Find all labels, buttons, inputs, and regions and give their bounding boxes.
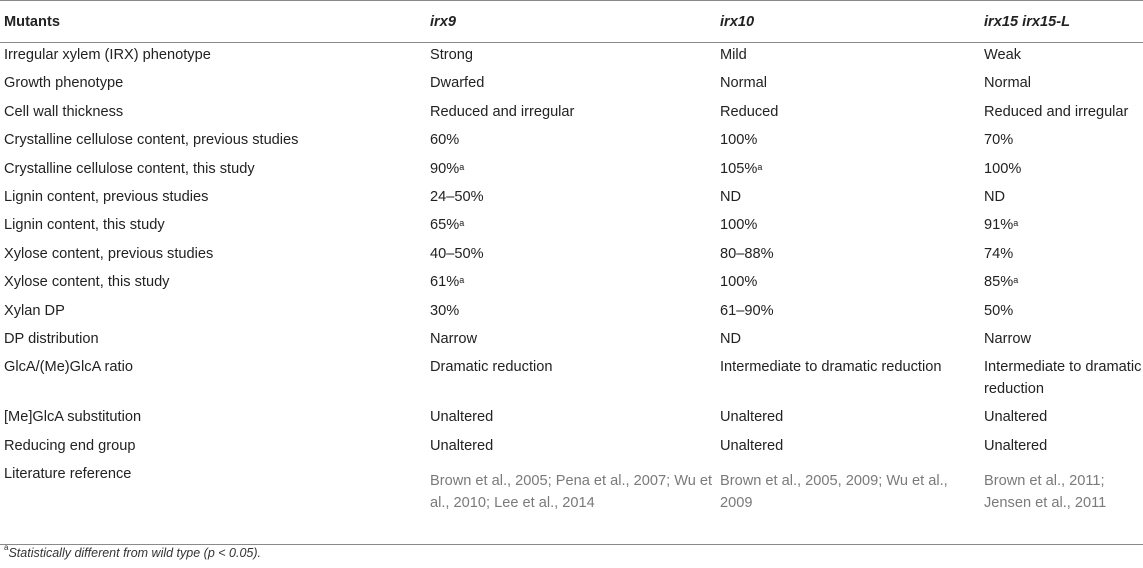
cell-irx9 [426, 405, 716, 433]
table-body [0, 43, 1143, 545]
cell-irx10-text: ND [720, 188, 742, 205]
table-row [0, 185, 1143, 213]
cell-irx10-text: 100% [720, 274, 758, 291]
row-label-text: Xylan DP [4, 302, 65, 319]
cell-irx10 [716, 100, 980, 128]
cell-irx10 [716, 327, 980, 355]
cell-irx9-text: Narrow [430, 330, 478, 347]
row-label-text: Lignin content, this study [4, 217, 165, 234]
header-irx15-irx15l: irx15 irx15-L [980, 1, 1143, 43]
cell-irx15-irx15l-text: 100% [984, 160, 1022, 177]
cell-irx15-irx15l-text: 85% [984, 274, 1014, 291]
cell-irx10-text: Normal [720, 75, 768, 92]
cell-irx10 [716, 157, 980, 185]
cell-irx10 [716, 299, 980, 327]
row-label [0, 43, 426, 72]
table-row [0, 299, 1143, 327]
cell-irx9 [426, 213, 716, 241]
row-label-text: Growth phenotype [4, 75, 124, 92]
cell-irx15-irx15l [980, 185, 1143, 213]
row-label-text: Lignin content, previous studies [4, 188, 209, 205]
cell-irx9-text: Dwarfed [430, 75, 485, 92]
cell-irx15-irx15l-text: Normal [984, 75, 1032, 92]
cell-irx15-irx15l-text: ND [984, 188, 1006, 205]
cell-irx9 [426, 462, 716, 545]
cell-irx15-irx15l [980, 299, 1143, 327]
cell-irx15-irx15l-text: 91% [984, 217, 1014, 234]
row-label [0, 462, 426, 545]
cell-irx10 [716, 434, 980, 462]
cell-irx9 [426, 434, 716, 462]
footnote-marker: a [4, 543, 9, 552]
cell-irx15-irx15l [980, 434, 1143, 462]
cell-irx10 [716, 213, 980, 241]
table-row [0, 157, 1143, 185]
cell-irx9-text: 90% [430, 160, 460, 177]
row-label [0, 405, 426, 433]
row-label [0, 185, 426, 213]
cell-irx9-text: 61% [430, 274, 460, 291]
row-label-text: Crystalline cellulose content, this study [4, 160, 255, 177]
header-mutants: Mutants [0, 1, 426, 43]
cell-irx9 [426, 43, 716, 72]
cell-irx15-irx15l [980, 405, 1143, 433]
cell-irx9 [426, 71, 716, 99]
cell-irx9-text: 30% [430, 302, 460, 319]
footnote-marker: a [459, 275, 465, 286]
cell-irx10 [716, 71, 980, 99]
row-label [0, 128, 426, 156]
row-label-text: Xylose content, this study [4, 274, 170, 291]
cell-irx9 [426, 128, 716, 156]
table-row [0, 43, 1143, 72]
cell-irx9-text: Unaltered [430, 409, 494, 426]
cell-irx9-text: 65% [430, 217, 460, 234]
row-label [0, 213, 426, 241]
row-label [0, 355, 426, 405]
cell-irx15-irx15l [980, 71, 1143, 99]
cell-irx15-irx15l [980, 43, 1143, 72]
row-label-text: GlcA/(Me)GlcA ratio [4, 359, 133, 376]
cell-irx9-text: Dramatic reduction [430, 359, 553, 376]
row-label-text: Literature reference [4, 466, 132, 483]
cell-irx15-irx15l-text: 50% [984, 302, 1014, 319]
row-label-text: Crystalline cellulose content, previous studies [4, 132, 299, 149]
row-label-text: [Me]GlcA substitution [4, 409, 142, 426]
row-label [0, 270, 426, 298]
cell-irx9-text: 24–50% [430, 188, 484, 205]
cell-irx10-text: Unaltered [720, 437, 784, 454]
cell-irx15-irx15l-text: 74% [984, 245, 1014, 262]
row-label [0, 299, 426, 327]
table-row [0, 71, 1143, 99]
table-header [0, 1, 1143, 43]
footnote [4, 543, 261, 560]
row-label-text: Irregular xylem (IRX) phenotype [4, 47, 211, 63]
cell-irx9 [426, 185, 716, 213]
footnote-marker: a [757, 161, 763, 172]
header-row [0, 1, 1143, 43]
cell-irx9-text: Reduced and irregular [430, 103, 575, 120]
cell-irx10 [716, 355, 980, 405]
row-label-text: Cell wall thickness [4, 103, 124, 120]
cell-irx9-text: Unaltered [430, 437, 494, 454]
cell-irx10 [716, 405, 980, 433]
cell-irx10-text: Unaltered [720, 409, 784, 426]
cell-irx9 [426, 299, 716, 327]
cell-irx15-irx15l-text: Unaltered [984, 437, 1048, 454]
cell-irx15-irx15l [980, 355, 1143, 405]
table-row [0, 213, 1143, 241]
row-label [0, 71, 426, 99]
cell-irx15-irx15l-text: Intermediate to dramatic reduction [984, 359, 1142, 397]
cell-irx9-text: 40–50% [430, 245, 484, 262]
row-label [0, 434, 426, 462]
cell-irx10 [716, 43, 980, 72]
cell-irx15-irx15l [980, 213, 1143, 241]
table-row [0, 242, 1143, 270]
table-row [0, 355, 1143, 405]
cell-irx9 [426, 242, 716, 270]
cell-irx9-text: Strong [430, 47, 473, 63]
cell-irx10 [716, 185, 980, 213]
cell-irx15-irx15l [980, 242, 1143, 270]
cell-irx9 [426, 157, 716, 185]
footnote-marker: a [459, 218, 465, 229]
cell-irx9 [426, 327, 716, 355]
row-label [0, 242, 426, 270]
cell-irx15-irx15l [980, 270, 1143, 298]
cell-irx15-irx15l [980, 128, 1143, 156]
header-irx9: irx9 [426, 1, 716, 43]
cell-irx10 [716, 242, 980, 270]
cell-irx10-text: 80–88% [720, 245, 774, 262]
cell-irx10-text: 105% [720, 160, 758, 177]
cell-irx15-irx15l-text: Brown et al., 2011; Jensen et al., 2011 [984, 473, 1107, 511]
row-label [0, 327, 426, 355]
row-label-text: Xylose content, previous studies [4, 245, 214, 262]
footnote-text: Statistically different from wild type (p < 0.05). [8, 546, 261, 560]
footnote-marker: a [1013, 218, 1019, 229]
cell-irx15-irx15l [980, 327, 1143, 355]
cell-irx9 [426, 355, 716, 405]
cell-irx9 [426, 100, 716, 128]
row-label-text: Reducing end group [4, 437, 136, 454]
cell-irx10-text: 61–90% [720, 302, 774, 319]
cell-irx15-irx15l [980, 157, 1143, 185]
cell-irx10 [716, 462, 980, 545]
cell-irx10-text: Brown et al., 2005, 2009; Wu et al., 2009 [720, 473, 948, 511]
table-row [0, 434, 1143, 462]
footnote-marker: a [1013, 275, 1019, 286]
header-irx10: irx10 [716, 1, 980, 43]
cell-irx10-text: 100% [720, 217, 758, 234]
table-row [0, 270, 1143, 298]
cell-irx10-text: Mild [720, 47, 747, 63]
row-label [0, 157, 426, 185]
cell-irx10 [716, 270, 980, 298]
cell-irx15-irx15l-text: Narrow [984, 330, 1032, 347]
cell-irx15-irx15l-text: Weak [984, 47, 1022, 63]
cell-irx15-irx15l [980, 462, 1143, 545]
cell-irx10-text: Intermediate to dramatic reduction [720, 359, 942, 376]
cell-irx10 [716, 128, 980, 156]
table-row [0, 100, 1143, 128]
table-row [0, 327, 1143, 355]
cell-irx10-text: ND [720, 330, 742, 347]
cell-irx9-text: 60% [430, 132, 460, 149]
cell-irx9 [426, 270, 716, 298]
row-label [0, 100, 426, 128]
table-row [0, 462, 1143, 545]
footnote-marker: a [459, 161, 465, 172]
row-label-text: DP distribution [4, 330, 99, 347]
table-row [0, 128, 1143, 156]
table-row [0, 405, 1143, 433]
cell-irx15-irx15l-text: 70% [984, 132, 1014, 149]
cell-irx15-irx15l [980, 100, 1143, 128]
cell-irx9-text: Brown et al., 2005; Pena et al., 2007; Wu et al., 2010; Lee et al., 2014 [430, 473, 713, 511]
cell-irx15-irx15l-text: Reduced and irregular [984, 103, 1129, 120]
cell-irx10-text: 100% [720, 132, 758, 149]
cell-irx15-irx15l-text: Unaltered [984, 409, 1048, 426]
cell-irx10-text: Reduced [720, 103, 779, 120]
